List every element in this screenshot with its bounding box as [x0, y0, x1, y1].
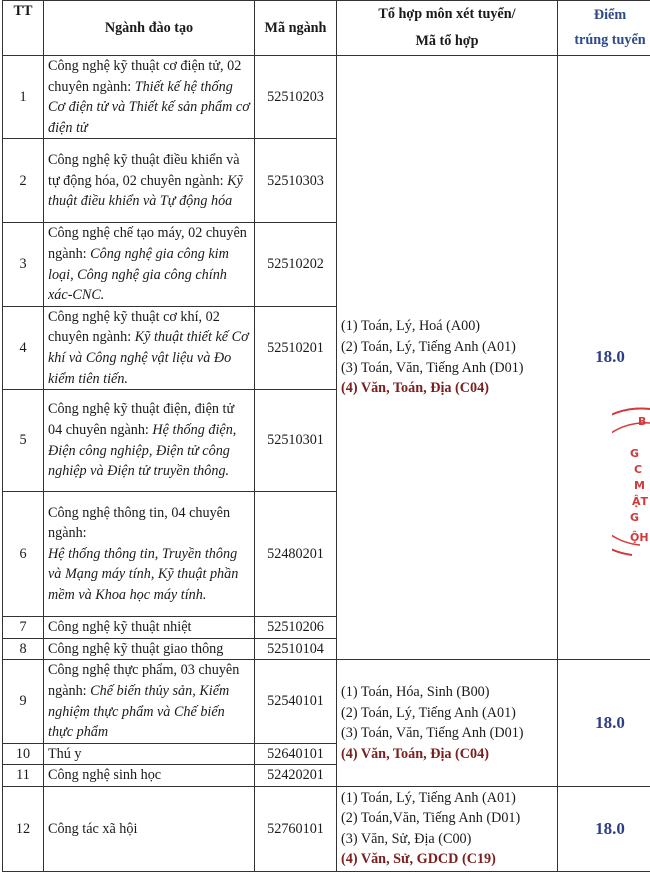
- row-code: 52510301: [255, 390, 337, 492]
- program-specializations: Thiết kế hệ thống Cơ điện tử và Thiết kế sản phẩm cơ điện tử: [48, 79, 250, 136]
- program-specializations: Công nghệ gia công kim loại, Công nghệ gia công chính xác-CNC.: [48, 246, 229, 303]
- row-program-name: [44, 492, 255, 617]
- admission-score: 18.0: [558, 56, 650, 660]
- combo-item-highlight: (4) Văn, Toán, Địa (C04): [341, 378, 553, 399]
- row-code: 52640101: [255, 743, 337, 765]
- row-program-name: [44, 765, 255, 787]
- svg-text:G: G: [630, 511, 639, 524]
- combo-item-highlight: (4) Văn, Toán, Địa (C04): [341, 744, 553, 765]
- program-specializations: Kỹ thuật điều khiển và Tự động hóa: [48, 173, 243, 210]
- header-code: Mã ngành: [255, 1, 337, 56]
- admission-score-table: [2, 0, 650, 872]
- subject-combinations: [337, 56, 558, 660]
- row-program-name: [44, 223, 255, 306]
- program-name-text: Công nghệ chế tạo máy, 02 chuyên ngành:: [48, 225, 247, 262]
- row-tt: 6: [3, 492, 44, 617]
- row-code: 52420201: [255, 765, 337, 787]
- row-program-name: [44, 638, 255, 660]
- program-name-text: Công nghệ kỹ thuật giao thông: [48, 641, 223, 657]
- combo-item: (1) Toán, Lý, Tiếng Anh (A01): [341, 788, 553, 809]
- program-specializations: Kỹ thuật thiết kế Cơ khí và Công nghệ vật liệu và Đo kiểm tiên tiến.: [48, 329, 249, 386]
- svg-text:B: B: [638, 415, 646, 428]
- admission-score: 18.0: [558, 660, 650, 787]
- table-row: [3, 56, 650, 139]
- subject-combinations: [337, 660, 558, 787]
- header-combo: [337, 1, 558, 56]
- combo-item: (1) Toán, Lý, Hoá (A00): [341, 316, 553, 337]
- row-program-name: [44, 139, 255, 223]
- svg-text:G: G: [630, 447, 639, 460]
- program-specializations: Chế biến thủy sản, Kiểm nghiệm thực phẩm và Chế biến thực phẩm: [48, 683, 229, 740]
- header-combo-line2: Mã tổ hợp: [341, 31, 553, 52]
- program-name-text: Công nghệ thực phẩm, 03 chuyên ngành:: [48, 662, 239, 699]
- row-program-name: [44, 306, 255, 389]
- row-code: 52760101: [255, 786, 337, 871]
- combo-item-highlight: (4) Văn, Sử, GDCD (C19): [341, 849, 553, 870]
- svg-text:ẬT: ẬT: [632, 495, 649, 508]
- svg-text:M: M: [634, 479, 645, 492]
- row-tt: 10: [3, 743, 44, 765]
- program-name-text: Công nghệ kỹ thuật điều khiển và tự động hóa, 02 chuyên ngành:: [48, 152, 240, 189]
- row-tt: 3: [3, 223, 44, 306]
- combo-item: (1) Toán, Hóa, Sinh (B00): [341, 682, 553, 703]
- program-name-text: Thú y: [48, 746, 82, 762]
- row-tt: 2: [3, 139, 44, 223]
- row-tt: 4: [3, 306, 44, 389]
- header-name: Ngành đào tạo: [44, 1, 255, 56]
- row-program-name: [44, 56, 255, 139]
- combo-item: (2) Toán,Văn, Tiếng Anh (D01): [341, 808, 553, 829]
- row-program-name: [44, 617, 255, 639]
- row-code: 52480201: [255, 492, 337, 617]
- combo-item: (3) Toán, Văn, Tiếng Anh (D01): [341, 723, 553, 744]
- program-name-text: Công nghệ kỹ thuật cơ điện tử, 02 chuyên ngành:: [48, 58, 241, 95]
- program-specializations: Hệ thống thông tin, Truyền thông và Mạng máy tính, Kỹ thuật phần mềm và Khoa học máy tính.: [48, 546, 238, 603]
- row-tt: 12: [3, 786, 44, 871]
- svg-text:C: C: [634, 463, 642, 476]
- row-tt: 8: [3, 638, 44, 660]
- header-score-line1: Điểm: [562, 5, 650, 26]
- row-program-name: [44, 390, 255, 492]
- row-program-name: [44, 743, 255, 765]
- row-code: 52510104: [255, 638, 337, 660]
- header-row: [3, 1, 650, 56]
- row-tt: 11: [3, 765, 44, 787]
- program-name-text: Công nghệ kỹ thuật cơ khí, 02 chuyên ngành:: [48, 309, 220, 346]
- row-tt: 5: [3, 390, 44, 492]
- program-name-text: Công nghệ sinh học: [48, 767, 161, 783]
- combo-item: (2) Toán, Lý, Tiếng Anh (A01): [341, 703, 553, 724]
- header-score-line2: trúng tuyển: [562, 30, 650, 51]
- row-code: 52510201: [255, 306, 337, 389]
- program-specializations: Hệ thống điện, Điện công nghiệp, Điện tử công nghiệp và Điện tử truyền thông.: [48, 422, 236, 479]
- header-combo-line1: Tổ hợp môn xét tuyển/: [341, 4, 553, 25]
- row-code: 52510303: [255, 139, 337, 223]
- row-code: 52510202: [255, 223, 337, 306]
- row-tt: 9: [3, 660, 44, 743]
- row-tt: 7: [3, 617, 44, 639]
- svg-text:ỘH: ỘH: [630, 531, 649, 544]
- program-name-text: Công nghệ thông tin, 04 chuyên ngành:: [48, 505, 230, 542]
- row-code: 52510203: [255, 56, 337, 139]
- combo-item: (3) Toán, Văn, Tiếng Anh (D01): [341, 358, 553, 379]
- program-name-text: Công nghệ kỹ thuật nhiệt: [48, 619, 191, 635]
- table-row: [3, 660, 650, 743]
- header-tt: TT: [3, 1, 44, 56]
- program-name-text: Công nghệ kỹ thuật điện, điện tử 04 chuyên ngành:: [48, 401, 234, 438]
- row-code: 52510206: [255, 617, 337, 639]
- row-code: 52540101: [255, 660, 337, 743]
- row-program-name: [44, 660, 255, 743]
- combo-item: (2) Toán, Lý, Tiếng Anh (A01): [341, 337, 553, 358]
- admission-score: 18.0: [558, 786, 650, 871]
- row-tt: 1: [3, 56, 44, 139]
- red-seal-stamp: [612, 405, 650, 560]
- combo-item: (3) Văn, Sử, Địa (C00): [341, 829, 553, 850]
- header-score: [558, 1, 650, 56]
- program-name-text: Công tác xã hội: [48, 821, 137, 837]
